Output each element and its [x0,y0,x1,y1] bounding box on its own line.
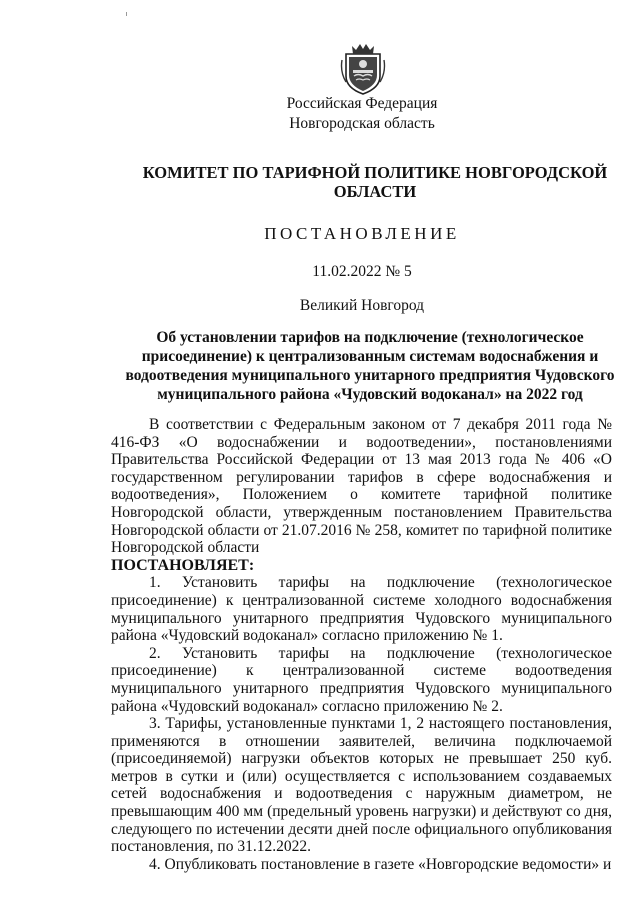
committee-title-line2: ОБЛАСТИ [333,182,417,201]
document-body [111,416,612,873]
item-1-paragraph: 1. Установить тарифы на подключение (технологическое присоединение) к централизованной системе холодного водоснабжения муниципального унитарного предприятия Чудовского муниципального района «Чудовский водоканал» согласно приложению № 1. [111,574,612,645]
coat-of-arms-icon [340,42,386,96]
document-type: ПОСТАНОВЛЕНИЕ [264,224,460,243]
item-3-paragraph: 3. Тарифы, установленные пунктами 1, 2 настоящего постановления, применяются в отношении заявителей, величина подключаемой (присоединяемой) нагрузки объектов которых не превышает 250 куб. метров в сутки и (или) осуществляется с использованием создаваемых сетей водоснабжения и водоотведения с наружным диаметром, не превышающим 400 мм (предельный уровень нагрузки) и действуют со дня, следующего по истечении десяти дней после официального опубликования постановления, по 31.12.2022. [111,715,612,856]
decree-heading: ПОСТАНОВЛЯЕТ: [111,556,255,574]
region-line: Новгородская область [289,115,435,132]
country-line: Российская Федерация [286,95,438,112]
committee-title-line1: КОМИТЕТ ПО ТАРИФНОЙ ПОЛИТИКЕ НОВГОРОДСКОЙ [142,163,608,182]
date-number: 11.02.2022 № 5 [312,263,412,280]
preamble-paragraph: В соответствии с Федеральным законом от 7 декабря 2011 года № 416-ФЗ «О водоснабжении и водоотведении», постановлениями Правительства Российской Федерации от 13 мая 2013 года № 406 «О государственном регулировании тарифов в сфере водоснабжения и водоотведения», Положением о комитете тарифной политике Новгородской области, утвержденным постановлением Правительства Новгородской области от 21.07.2016 № 258, комитет по тарифной политике Новгородской области [111,416,612,557]
scan-mark [126,12,127,16]
city: Великий Новгород [299,297,425,314]
item-4-paragraph: 4. Опубликовать постановление в газете «Новгородские ведомости» и [149,855,612,873]
item-2-paragraph: 2. Установить тарифы на подключение (технологическое присоединение) к централизованной системе водоотведения муниципального унитарного предприятия Чудовского муниципального района «Чудовский водоканал» согласно приложению № 2. [111,644,612,715]
document-subject: Об установлении тарифов на подключение (технологическое присоединение) к централизованным системам водоснабжения и водоотведения муниципального унитарного предприятия Чудовского муниципального района «Чудовский водоканал» на 2022 год [125,329,615,403]
